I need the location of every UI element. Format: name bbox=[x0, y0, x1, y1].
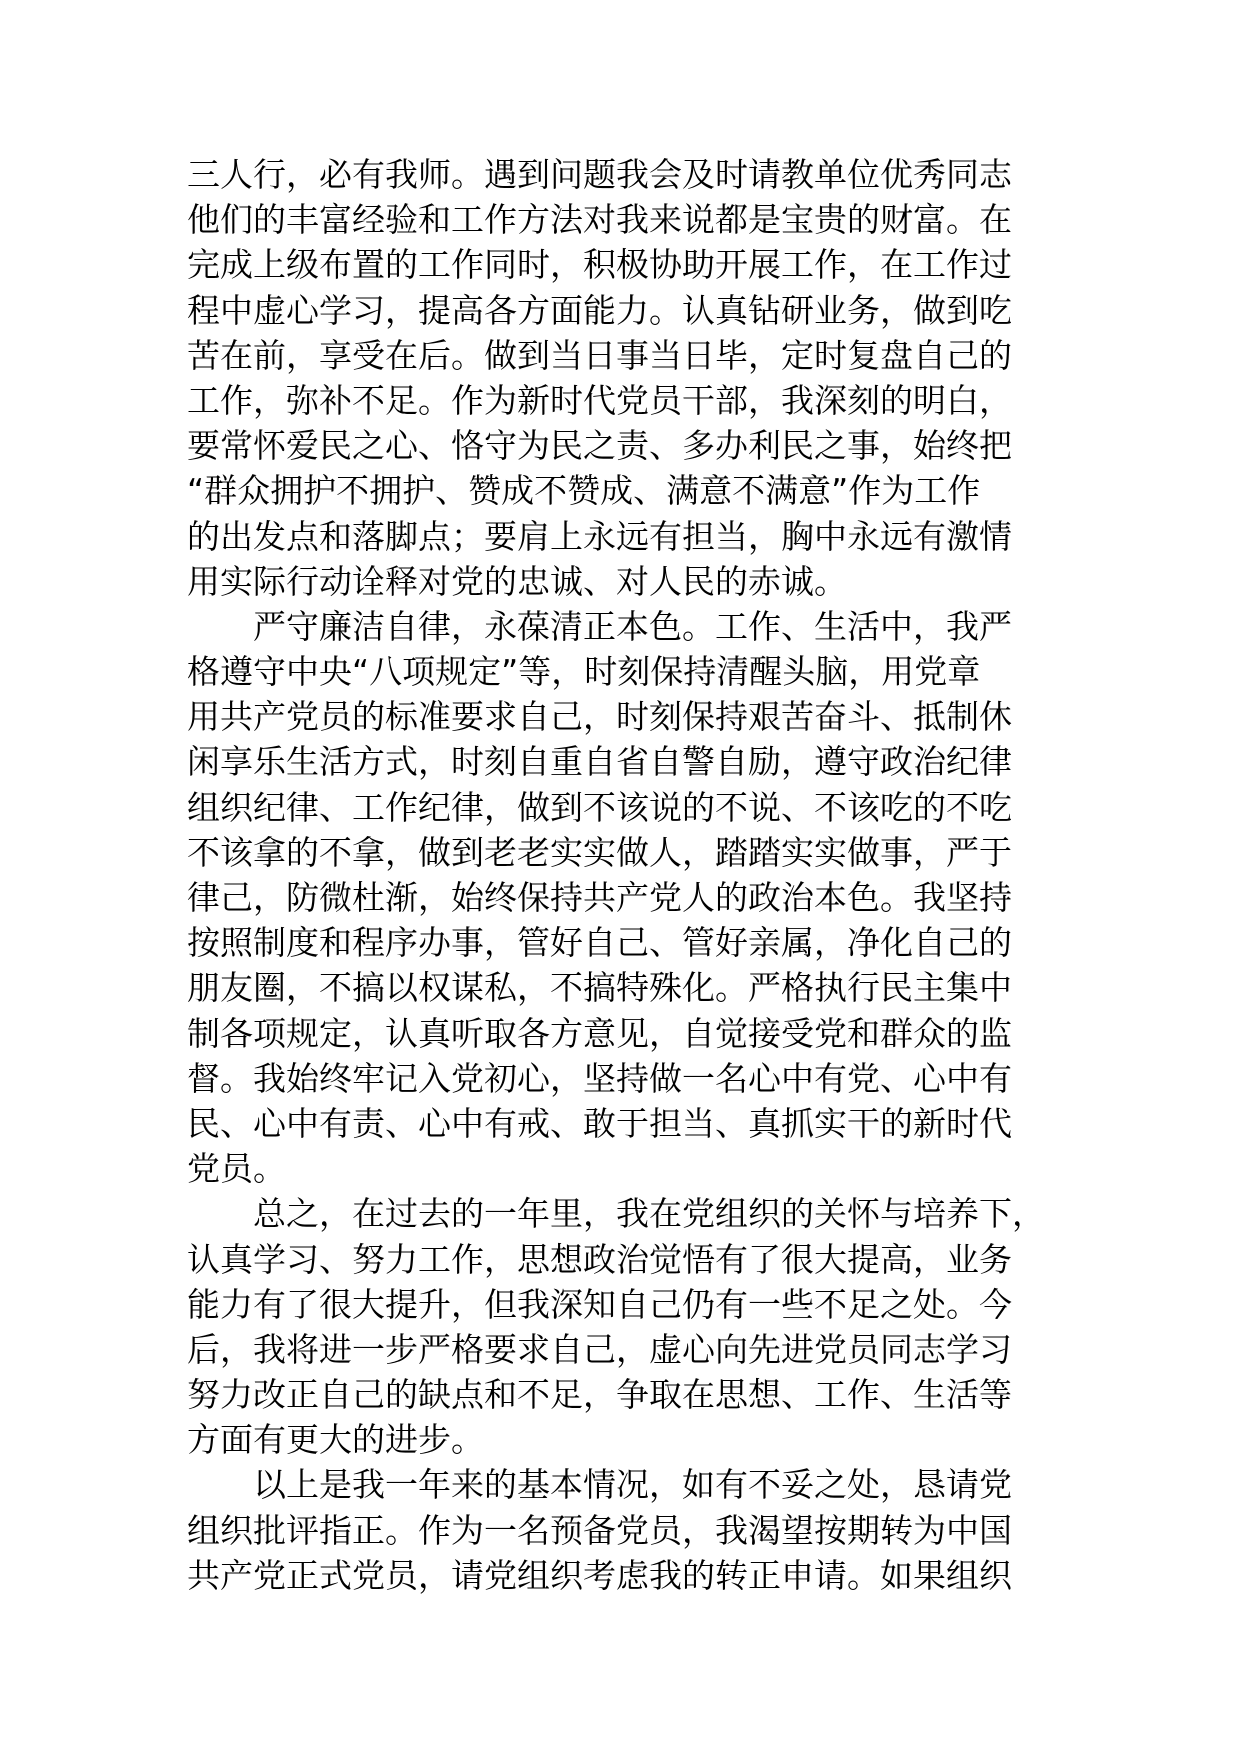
text-line: 三人行，必有我师。遇到问题我会及时请教单位优秀同志 bbox=[187, 155, 1012, 194]
text-line: 后，我将进一步严格要求自己，虚心向先进党员同志学习 bbox=[187, 1329, 1012, 1369]
text-line: “群众拥护不拥护、赞成不赞成、满意不满意”作为工作 bbox=[187, 471, 981, 511]
text-line: 制各项规定，认真听取各方意见，自觉接受党和群众的监 bbox=[187, 1013, 1012, 1053]
text-line: 努力改正自己的缺点和不足，争取在思想、工作、生活等 bbox=[187, 1375, 1012, 1415]
text-line: 朋友圈，不搞以权谋私，不搞特殊化。严格执行民主集中 bbox=[187, 968, 1012, 1008]
text-line: 组织纪律、工作纪律，做到不该说的不说、不该吃的不吃 bbox=[187, 787, 1012, 827]
text-line: 党员。 bbox=[187, 1149, 286, 1189]
text-line: 完成上级布置的工作同时，积极协助开展工作，在工作过 bbox=[187, 245, 1012, 285]
text-line: 要常怀爱民之心、恪守为民之责、多办利民之事，始终把 bbox=[187, 426, 1012, 466]
text-line: 用共产党员的标准要求自己，时刻保持艰苦奋斗、抵制休 bbox=[187, 697, 1012, 737]
text-line: 他们的丰富经验和工作方法对我来说都是宝贵的财富。在 bbox=[187, 200, 1012, 240]
text-line: 格遵守中央“八项规定”等，时刻保持清醒头脑，用党章 bbox=[187, 652, 981, 692]
paragraph-first-line: 严守廉洁自律，永葆清正本色。工作、生活中，我严 bbox=[253, 606, 1012, 646]
text-line: 认真学习、努力工作，思想政治觉悟有了很大提高，业务 bbox=[187, 1239, 1012, 1279]
document-body bbox=[187, 152, 1087, 1598]
text-line: 共产党正式党员，请党组织考虑我的转正申请。如果组织 bbox=[187, 1555, 1012, 1595]
text-line: 程中虚心学习，提高各方面能力。认真钻研业务，做到吃 bbox=[187, 290, 1012, 330]
text-line: 组织批评指正。作为一名预备党员，我渴望按期转为中国 bbox=[187, 1510, 1012, 1550]
text-line: 能力有了很大提升，但我深知自己仍有一些不足之处。今 bbox=[187, 1284, 1012, 1324]
text-line: 闲享乐生活方式，时刻自重自省自警自励，遵守政治纪律 bbox=[187, 742, 1012, 782]
paragraph-first-line: 以上是我一年来的基本情况，如有不妥之处，恳请党 bbox=[253, 1465, 1012, 1505]
paragraph-first-line: 总之，在过去的一年里，我在党组织的关怀与培养下， bbox=[253, 1194, 1045, 1234]
text-line: 按照制度和程序办事，管好自己、管好亲属，净化自己的 bbox=[187, 923, 1012, 963]
text-line: 民、心中有责、心中有戒、敢于担当、真抓实干的新时代 bbox=[187, 1103, 1012, 1143]
text-line: 不该拿的不拿，做到老老实实做人，踏踏实实做事，严于 bbox=[187, 832, 1012, 872]
text-line: 用实际行动诠释对党的忠诚、对人民的赤诚。 bbox=[187, 561, 847, 601]
text-line: 的出发点和落脚点；要肩上永远有担当，胸中永远有激情 bbox=[187, 516, 1012, 556]
text-line: 督。我始终牢记入党初心，坚持做一名心中有党、心中有 bbox=[187, 1058, 1012, 1098]
text-line: 工作，弥补不足。作为新时代党员干部，我深刻的明白， bbox=[187, 380, 1012, 420]
text-line: 苦在前，享受在后。做到当日事当日毕，定时复盘自己的 bbox=[187, 335, 1012, 375]
text-line: 方面有更大的进步。 bbox=[187, 1420, 484, 1460]
text-line: 律己，防微杜渐，始终保持共产党人的政治本色。我坚持 bbox=[187, 878, 1012, 917]
